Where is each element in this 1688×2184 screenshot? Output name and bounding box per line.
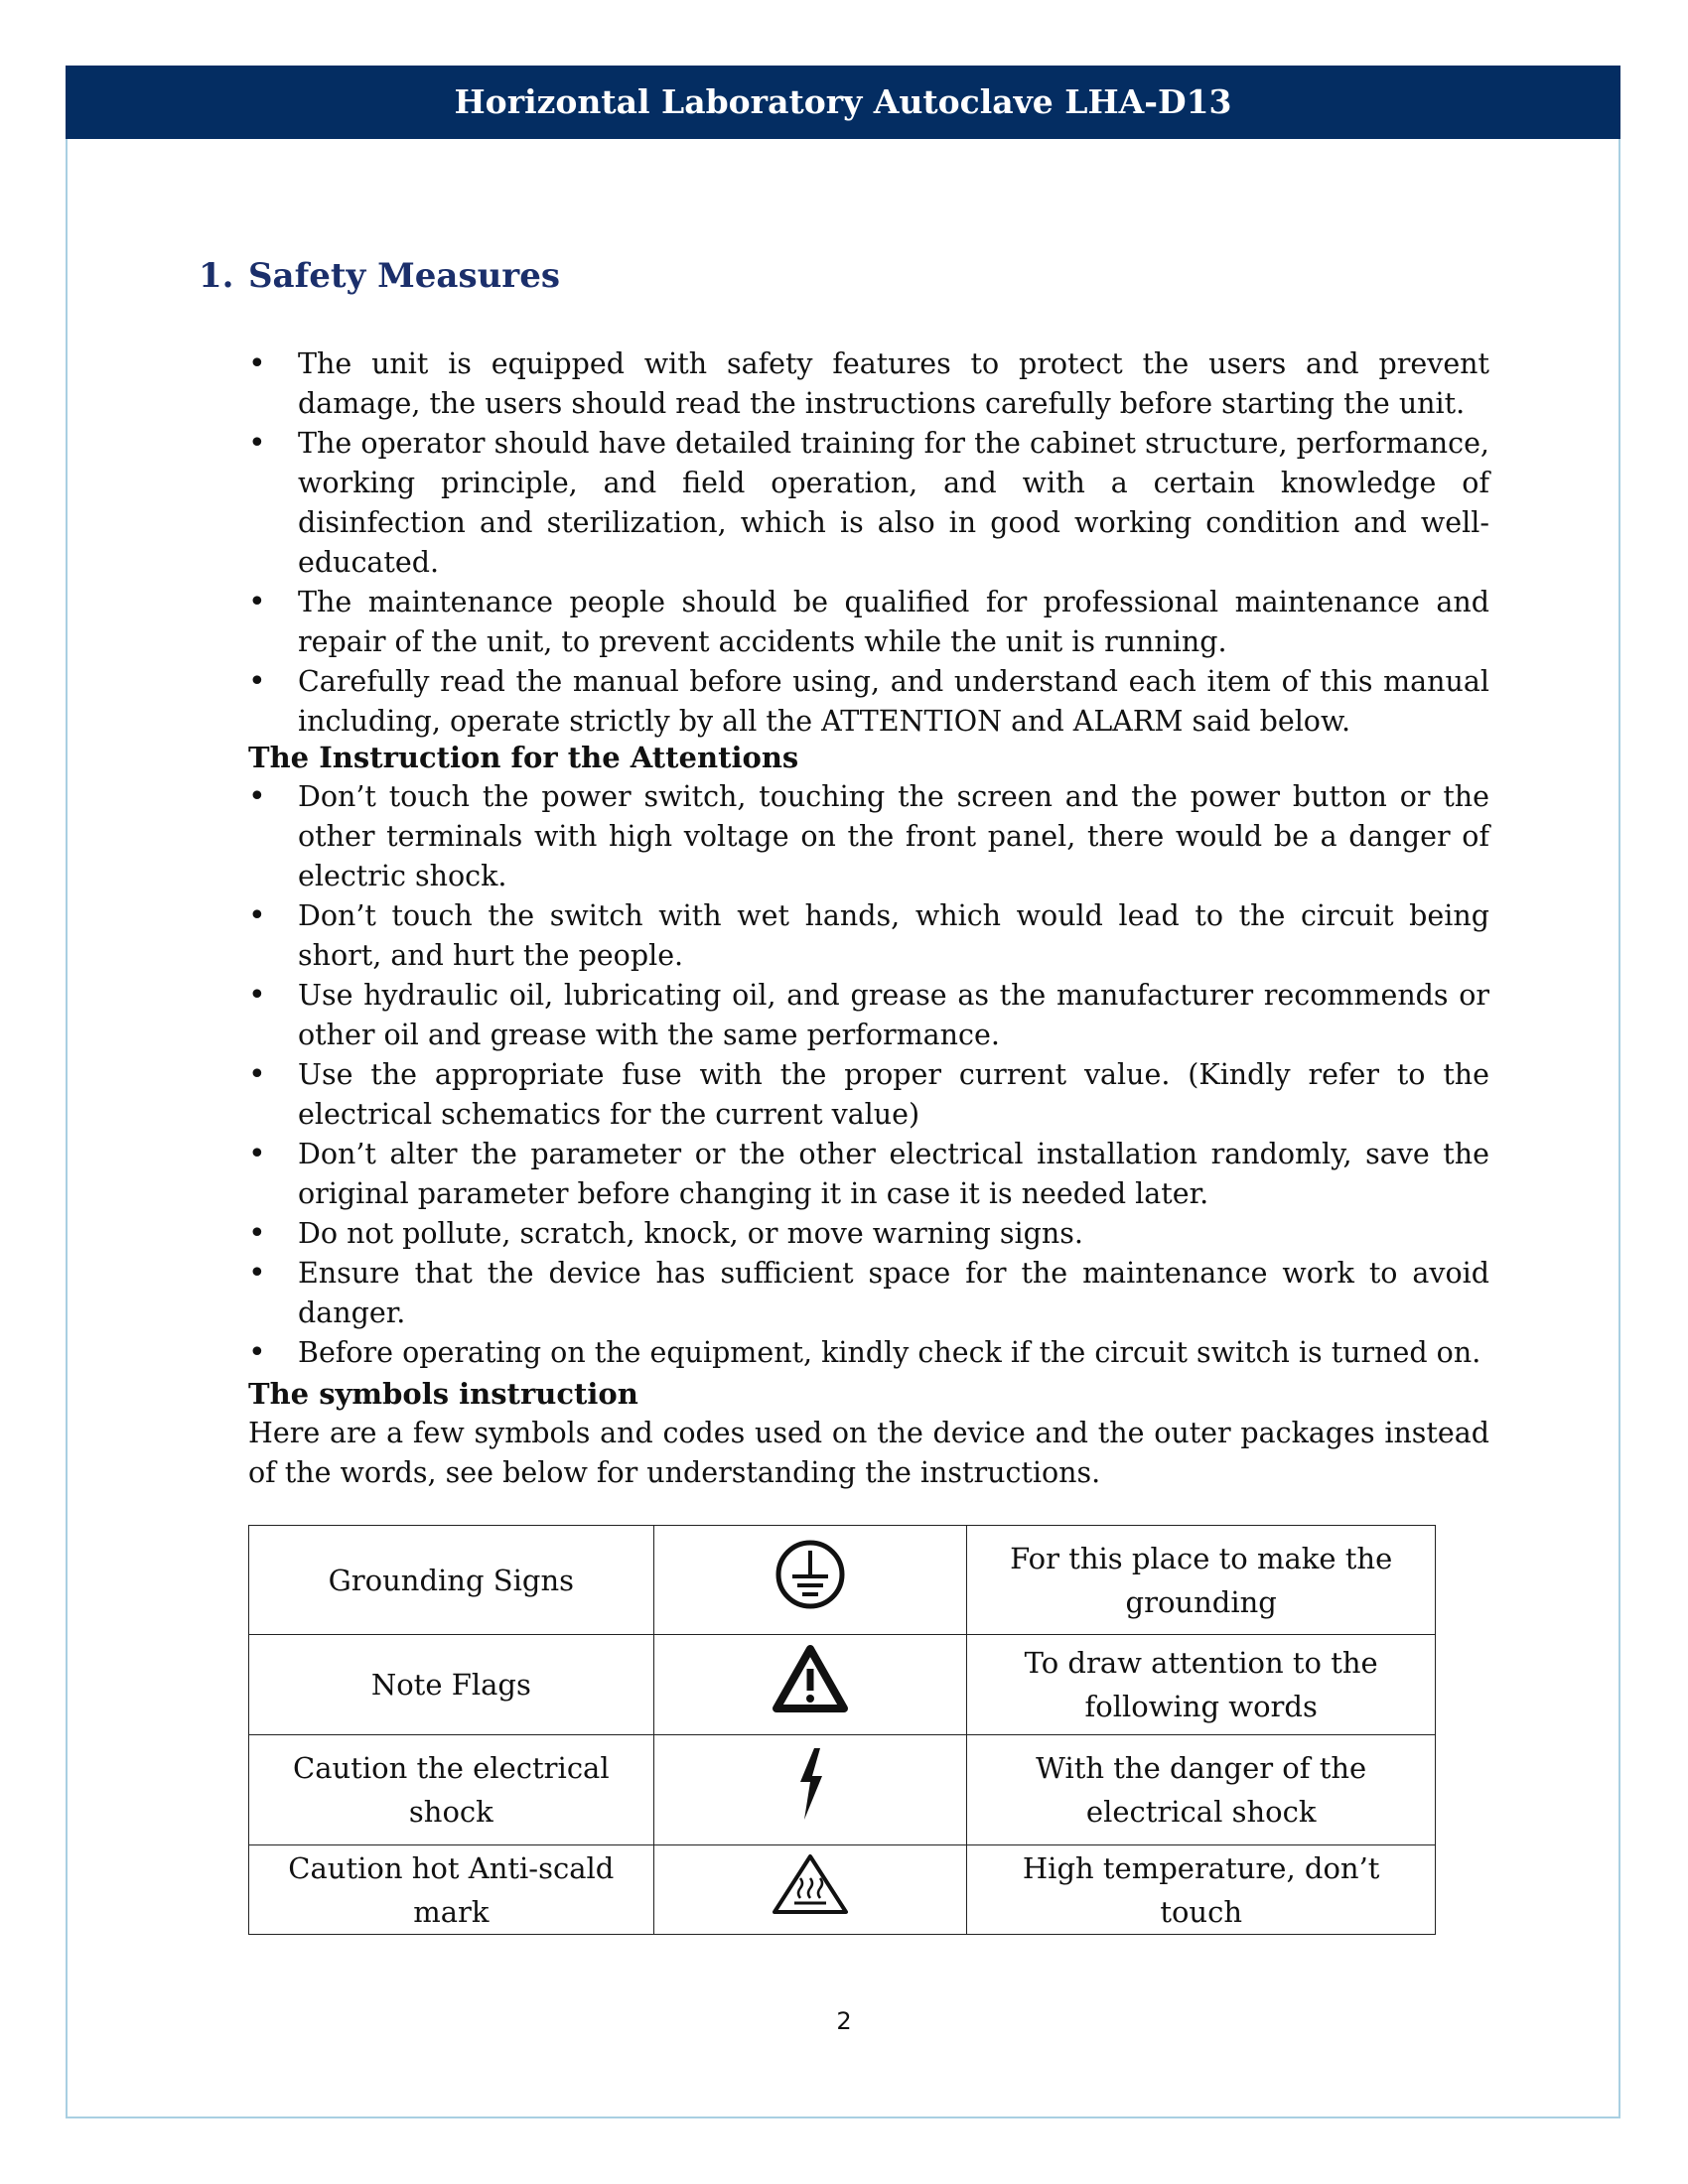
page-number: 2 bbox=[836, 2007, 852, 2035]
section-title: Safety Measures bbox=[248, 256, 560, 296]
document-header bbox=[66, 66, 1620, 139]
list-item: • The maintenance people should be qualified for professional maintenance and repair of the unit, to prevent accidents while the unit is running. bbox=[248, 583, 1489, 662]
symbol-icon-cell bbox=[653, 1735, 967, 1845]
symbols-intro: Here are a few symbols and codes used on the device and the outer packages instead of the words, see below for understanding the instructions. bbox=[248, 1417, 1489, 1489]
symbol-name-cell: Grounding Signs bbox=[249, 1526, 654, 1635]
symbols-block bbox=[248, 1374, 1489, 1493]
symbol-icon-cell bbox=[653, 1845, 967, 1935]
symbols-heading: The symbols instruction bbox=[248, 1377, 638, 1411]
table-row bbox=[249, 1845, 1436, 1935]
warning-triangle-icon bbox=[771, 1643, 850, 1714]
lightning-bolt-icon bbox=[790, 1746, 830, 1822]
symbol-meaning-cell: High temperature, don’t touch bbox=[967, 1845, 1436, 1935]
list-item: • Use hydraulic oil, lubricating oil, and grease as the manufacturer recommends or other oil and grease with the same performance. bbox=[248, 976, 1489, 1055]
list-item: • Before operating on the equipment, kindly check if the circuit switch is turned on. bbox=[248, 1333, 1489, 1373]
list-item: • Don’t alter the parameter or the other electrical installation randomly, save the original parameter before changing it in case it is needed later. bbox=[248, 1135, 1489, 1214]
hot-surface-icon bbox=[771, 1852, 850, 1916]
symbol-meaning-cell: With the danger of the electrical shock bbox=[967, 1735, 1436, 1845]
grounding-icon bbox=[771, 1537, 850, 1612]
list-item: • Don’t touch the switch with wet hands, which would lead to the circuit being short, and hurt the people. bbox=[248, 896, 1489, 976]
safety-bullet-list bbox=[248, 344, 1489, 742]
list-item: • Ensure that the device has sufficient space for the maintenance work to avoid danger. bbox=[248, 1254, 1489, 1333]
attentions-block bbox=[248, 738, 1489, 1373]
document-title: Horizontal Laboratory Autoclave LHA-D13 bbox=[454, 82, 1232, 121]
list-item: • The operator should have detailed training for the cabinet structure, performance, working principle, and field operation, and with a certain knowledge of disinfection and sterilization, which is also in good working condition and well-educated. bbox=[248, 424, 1489, 583]
attentions-heading: The Instruction for the Attentions bbox=[248, 741, 799, 774]
list-item: • Carefully read the manual before using, and understand each item of this manual including, operate strictly by all the ATTENTION and ALARM said below. bbox=[248, 662, 1489, 742]
attentions-bullet-list bbox=[248, 777, 1489, 1373]
symbol-name-cell: Caution the electrical shock bbox=[249, 1735, 654, 1845]
symbol-meaning-cell: For this place to make the grounding bbox=[967, 1526, 1436, 1635]
symbol-icon-cell bbox=[653, 1526, 967, 1635]
section-number: 1. bbox=[199, 256, 234, 296]
list-item: • Don’t touch the power switch, touching the screen and the power button or the other terminals with high voltage on the front panel, there would be a danger of electric shock. bbox=[248, 777, 1489, 896]
symbol-name-cell: Caution hot Anti-scald mark bbox=[249, 1845, 654, 1935]
table-row bbox=[249, 1735, 1436, 1845]
safety-list-block bbox=[248, 344, 1489, 742]
table-row bbox=[249, 1526, 1436, 1635]
symbol-name-cell: Note Flags bbox=[249, 1635, 654, 1735]
list-item: • Use the appropriate fuse with the proper current value. (Kindly refer to the electrical schematics for the current value) bbox=[248, 1055, 1489, 1135]
section-heading bbox=[199, 256, 560, 296]
list-item: • Do not pollute, scratch, knock, or move warning signs. bbox=[248, 1214, 1489, 1254]
symbol-meaning-cell: To draw attention to the following words bbox=[967, 1635, 1436, 1735]
list-item: • The unit is equipped with safety features to protect the users and prevent damage, the users should read the instructions carefully before starting the unit. bbox=[248, 344, 1489, 424]
symbols-table bbox=[248, 1525, 1436, 1935]
table-row bbox=[249, 1635, 1436, 1735]
symbol-icon-cell bbox=[653, 1635, 967, 1735]
